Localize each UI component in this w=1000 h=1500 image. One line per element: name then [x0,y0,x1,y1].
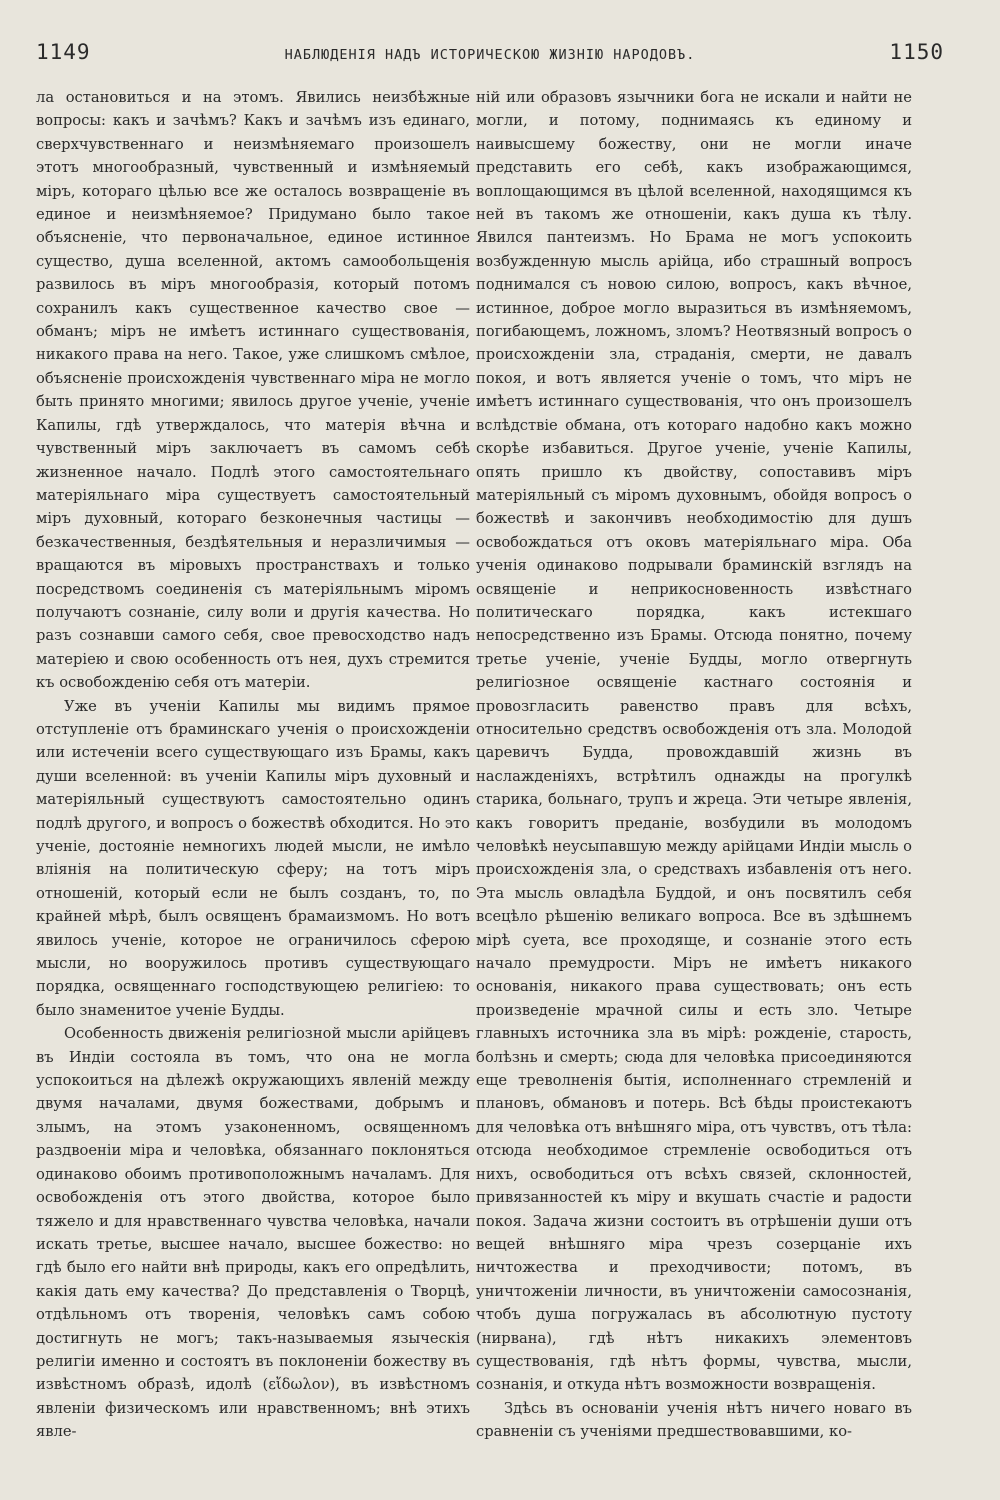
left-page-number: 1149 [36,40,91,64]
paragraph: Уже въ ученіи Капилы мы видимъ прямое отступленіе отъ браминскаго ученія о происхожденіи или истеченіи всего существующаго изъ Брамы, какъ души вселенной: въ ученіи Капилы міръ духовный и матеріяльный существуютъ самостоятельно одинъ подлѣ другого, и вопросъ о божествѣ обходится. Но это ученіе, достояніе немногихъ людей мысли, не имѣло вліянія на политическую сферу; на тотъ міръ отношеній, который если не былъ созданъ, то, по крайней мѣрѣ, былъ освященъ брамаизмомъ. Но вотъ явилось ученіе, которое не ограничилось сферою мысли, но вооружилось противъ существующаго порядка, освященнаго господствующею религіею: то было знаменитое ученіе Будды. [36,697,470,1019]
running-title: НАБЛЮДЕНІЯ НАДЪ ИСТОРИЧЕСКОЮ ЖИЗНІЮ НАРОДОВЪ. [284,47,696,63]
paragraph: Здѣсь въ основаніи ученія нѣтъ ничего новаго въ сравненіи съ ученіями предшествовавшими, ко- [476,1399,912,1441]
paragraph: ній или образовъ язычники бога не искали и найти не могли, и потому, поднимаясь къ единому и наивысшему божеству, они не могли иначе представить его себѣ, какъ изображающимся, воплощающимся въ цѣлой вселенной, находящимся къ ней въ такомъ же отношеніи, какъ душа къ тѣлу. Явился пантеизмъ. Но Брама не могъ успокоить возбужденную мысль арійца, ибо страшный вопросъ поднимался съ новою силою, вопросъ, какъ вѣчное, истинное, доброе могло выразиться въ измѣняемомъ, погибающемъ, ложномъ, зломъ? Неотвязный вопросъ о происхожденіи зла, страданія, смерти, не давалъ покоя, и вотъ является ученіе о томъ, что міръ не имѣетъ истиннаго существованія, что онъ произошелъ вслѣдствіе обмана, отъ котораго надобно какъ можно скорѣе избавиться. Другое ученіе, ученіе Капилы, опять пришло къ двойству, сопоставивъ міръ матеріяльный съ міромъ духовнымъ, обойдя вопросъ о божествѣ и закончивъ необходимостію для душъ освобождаться отъ оковъ матеріяльнаго міра. Оба ученія одинаково подрывали браминскій взглядъ на освященіе и неприкосновенность извѣстнаго политическаго порядка, какъ истекшаго непосредственно изъ Брамы. Отсюда понятно, почему третье ученіе, ученіе Будды, могло отвергнуть религіозное освященіе кастнаго состоянія и провозгласить равенство правъ для всѣхъ, относительно средствъ освобожденія отъ зла. Молодой царевичъ Будда, провождавшій жизнь въ наслажденіяхъ, встрѣтилъ однажды на прогулкѣ старика, больнаго, трупъ и жреца. Эти четыре явленія, какъ говоритъ преданіе, возбудили въ молодомъ человѣкѣ неусыпавшую между арійцами Индіи мысль о происхожденія зла, о средствахъ избавленія отъ него. Эта мысль овладѣла Буддой, и онъ посвятилъ себя всецѣло рѣшенію великаго вопроса. Все въ здѣшнемъ мірѣ суета, все проходяще, и сознаніе этого есть начало премудрости. Міръ не имѣетъ никакого основанія, никакого права существовать; онъ есть произведеніе мрачной силы и есть зло. Четыре главныхъ источника зла въ мірѣ: рожденіе, старость, болѣзнь и смерть; сюда для человѣка присоединяются еще треволненія бытія, исполненнаго стремленій и плановъ, обмановъ и потерь. Всѣ бѣды проистекаютъ для человѣка отъ внѣшняго міра, отъ чувствъ, отъ тѣла: отсюда необходимое стремленіе освободиться отъ нихъ, освободиться отъ всѣхъ связей, склонностей, привязанностей къ міру и вкушать счастіе и радости покоя. Задача жизни состоитъ въ отрѣшеніи души отъ вещей внѣшняго міра чрезъ созерцаніе ихъ ничтожества и преходчивости; потомъ, въ уничтоженіи личности, въ уничтоженіи самосознанія, чтобъ душа погружалась въ абсолютную пустоту (нирвана), гдѣ нѣтъ никакихъ элементовъ существованія, гдѣ нѣтъ формы, чувства, мысли, сознанія, и откуда нѣтъ возможности возвращенія. [476,89,912,1394]
paragraph: Особенность движенія религіозной мысли арійцевъ въ Индіи состояла въ томъ, что она не могла успокоиться на дѣлежѣ окружающихъ явленій между двумя началами, двумя божествами, добрымъ и злымъ, на этомъ узаконенномъ, освященномъ раздвоеніи міра и человѣка, обязаннаго поклоняться одинаково обоимъ противоположнымъ началамъ. Для освобожденія отъ этого двойства, которое было тяжело и для нравственнаго чувства человѣка, начали искать третье, высшее начало, высшее божество: но гдѣ было его найти внѣ природы, какъ его опредѣлить, какія дать ему качества? До представленія о Творцѣ, отдѣльномъ отъ творенія, человѣкъ самъ собою достигнуть не могъ; такъ-называемыя языческія религіи именно и состоятъ въ поклоненіи божеству въ извѣстномъ образѣ, идолѣ (εἴδωλον), въ извѣстномъ явленіи физическомъ или нравственномъ; внѣ этихъ явле- [36,1025,470,1441]
left-column [36,86,470,1444]
right-page-number: 1150 [889,40,944,64]
right-column [476,86,912,1444]
running-header [36,40,944,80]
paragraph: ла остановиться и на этомъ. Явились неизбѣжные вопросы: какъ и зачѣмъ? Какъ и зачѣмъ изъ единаго, сверхчувственнаго и неизмѣняемаго произошелъ этотъ многообразный, чувственный и измѣняемый міръ, котораго цѣлью все же осталось возвращеніе въ единое и неизмѣняемое? Придумано было такое объясненіе, что первоначальное, единое истинное существо, душа вселенной, актомъ самообольщенія развилось въ міръ многообразія, который потомъ сохранилъ какъ существенное качество свое — обманъ; міръ не имѣетъ истиннаго существованія, никакого права на него. Такое, уже слишкомъ смѣлое, объясненіе происхожденія чувственнаго міра не могло быть принято многими; явилось другое ученіе, ученіе Капилы, гдѣ утверждалось, что матерія вѣчна и чувственный міръ заключаетъ въ самомъ себѣ жизненное начало. Подлѣ этого самостоятельнаго матеріяльнаго міра существуетъ самостоятельный міръ духовный, котораго безконечныя частицы — безкачественныя, бездѣятельныя и неразличимыя — вращаются въ міровыхъ пространствахъ и только посредствомъ соединенія съ матеріяльнымъ міромъ получаютъ сознаніе, силу воли и другія качества. Но разъ сознавши самого себя, свое превосходство надъ матеріею и свою особенность отъ нея, духъ стремится къ освобожденію себя отъ матеріи. [36,89,470,692]
